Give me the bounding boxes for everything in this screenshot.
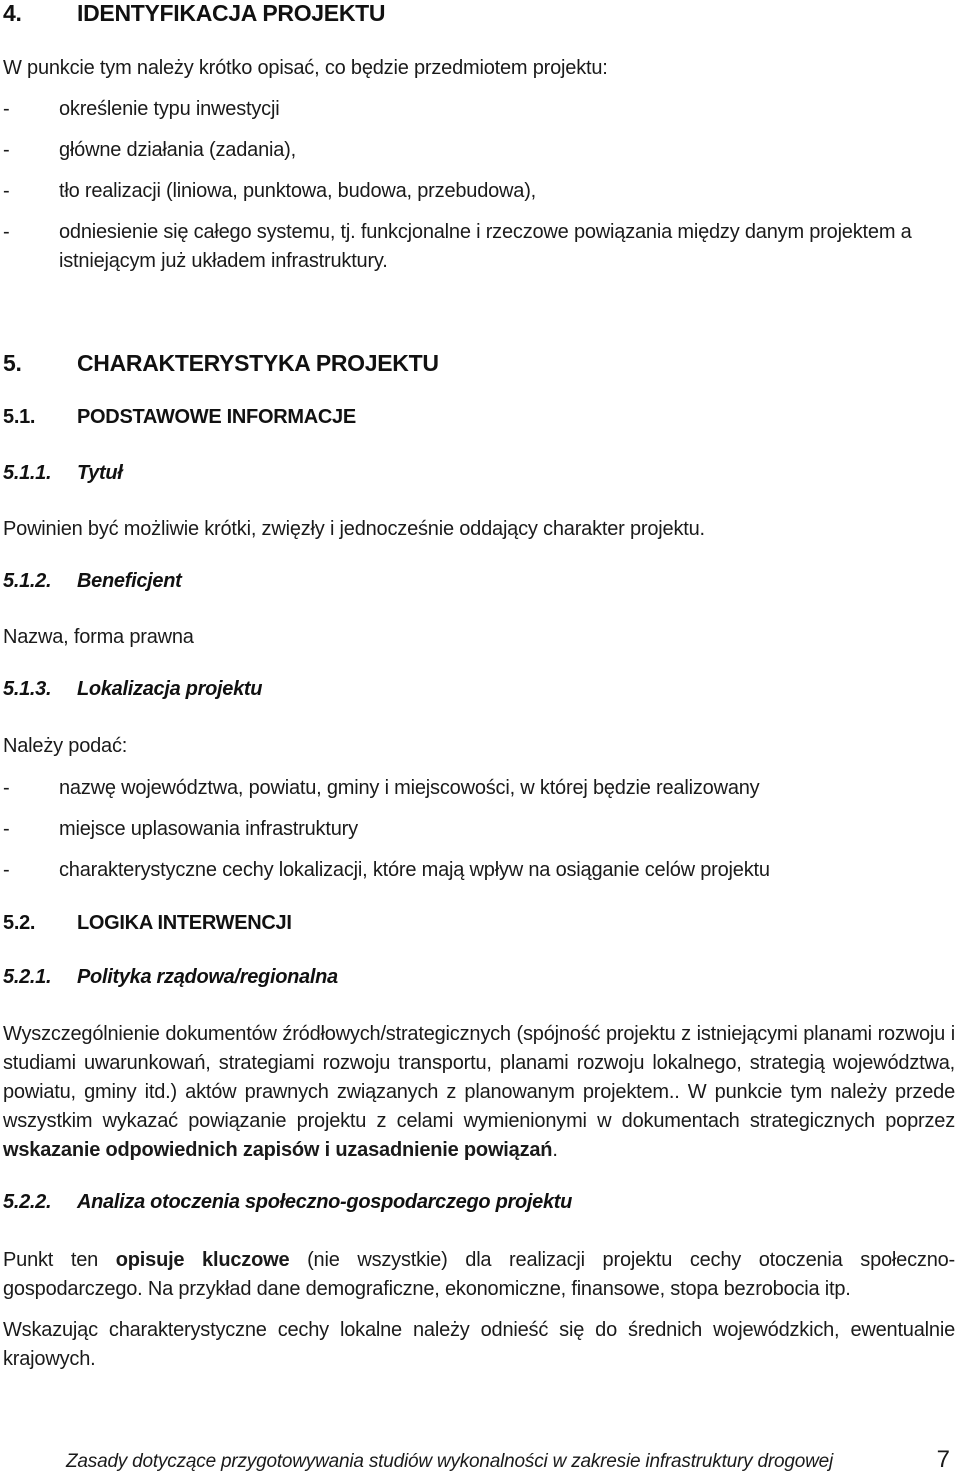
section-number: 5.1.2.: [3, 570, 52, 592]
subsection-5-2-2-heading: [3, 1191, 955, 1214]
section-title: Tytuł: [77, 462, 123, 484]
dash-bullet: -: [3, 139, 10, 161]
paragraph: W punkcie tym należy krótko opisać, co będzie przedmiotem projektu:: [3, 57, 608, 79]
list-item: [3, 136, 955, 165]
paragraph: Nazwa, forma prawna: [3, 626, 194, 648]
subsection-5-1-1-heading: [3, 462, 955, 485]
section-title: Polityka rządowa/regionalna: [77, 966, 338, 988]
dash-bullet: -: [3, 180, 10, 202]
list-item: [3, 774, 955, 803]
page-footer: [66, 1446, 950, 1474]
list-item-text: określenie typu inwestycji: [59, 98, 280, 120]
paragraph-text: Wyszczególnienie dokumentów źródłowych/strategicznych (spójność projektu z istniejącymi planami rozwoju i studiami uwarunkowań, strategiami rozwoju transportu, planami rozwoju lokalnego, strategią województwa, powiatu, gminy itd.) aktów prawnych związanych z planowanym projektem.. W punkcie tym należy przede wszystkim wykazać powiązanie projektu z celami wymienionymi w dokumentach strategicznych poprzez: [3, 1023, 955, 1132]
section-title: Analiza otoczenia społeczno-gospodarczego projektu: [77, 1191, 573, 1213]
list-item-text: główne działania (zadania),: [59, 139, 296, 161]
list-item-text: nazwę województwa, powiatu, gminy i miejscowości, w której będzie realizowany: [59, 777, 760, 799]
subsection-5-2-1-heading: [3, 966, 955, 989]
section-number: 4.: [3, 0, 22, 26]
subsection-5-1-2-body: [3, 623, 955, 652]
footer-text: Zasady dotyczące przygotowywania studiów wykonalności w zakresie infrastruktury drogowej: [66, 1451, 834, 1472]
dash-bullet: -: [3, 859, 10, 881]
paragraph-emphasis: opisuje kluczowe: [115, 1249, 290, 1271]
paragraph: Należy podać:: [3, 735, 128, 757]
section-4: [3, 0, 955, 27]
subsection-5-2-2-body: [3, 1246, 955, 1374]
section-4-body: [3, 54, 955, 276]
section-number: 5.1.: [3, 406, 36, 428]
dash-bullet: -: [3, 777, 10, 799]
list-item-text: odniesienie się całego systemu, tj. funkcjonalne i rzeczowe powiązania między danym projektem a istniejącym już układem infrastruktury.: [59, 221, 912, 272]
paragraph: [3, 1020, 955, 1165]
paragraph-text: Punkt ten: [3, 1249, 116, 1271]
section-title: LOGIKA INTERWENCJI: [77, 912, 292, 934]
list-item: [3, 177, 955, 206]
page-number: 7: [936, 1446, 950, 1473]
list-item: [3, 95, 955, 124]
bullet-list: [3, 95, 955, 276]
list-item-text: charakterystyczne cechy lokalizacji, które mają wpływ na osiąganie celów projektu: [59, 859, 770, 881]
section-number: 5.2.: [3, 912, 36, 934]
paragraph-text: (nie wszystkie) dla realizacji projektu cechy otoczenia społeczno-gospodarczego. Na przykład dane demograficzne, ekonomiczne, finansowe, stopa bezrobocia itp.: [3, 1249, 955, 1300]
section-number: 5.1.3.: [3, 678, 52, 700]
list-item: [3, 856, 955, 885]
section-number: 5.2.2.: [3, 1191, 52, 1213]
section-5-heading: [3, 350, 955, 377]
list-item: [3, 815, 955, 844]
bullet-list: [3, 774, 955, 885]
section-number: 5.1.1.: [3, 462, 52, 484]
list-item-text: tło realizacji (liniowa, punktowa, budowa, przebudowa),: [59, 180, 537, 202]
dash-bullet: -: [3, 98, 10, 120]
paragraph-emphasis: wskazanie odpowiednich zapisów i uzasadnienie powiązań: [3, 1139, 553, 1161]
subsection-5-1-2-heading: [3, 570, 955, 593]
subsection-5-1-1-body: [3, 515, 955, 544]
subsection-5-2-heading: [3, 912, 955, 935]
paragraph: Wskazując charakterystyczne cechy lokalne należy odnieść się do średnich wojewódzkich, ewentualnie krajowych.: [3, 1319, 955, 1370]
section-number: 5.2.1.: [3, 966, 52, 988]
section-title: IDENTYFIKACJA PROJEKTU: [77, 0, 386, 26]
subsection-5-1-3-body: [3, 732, 955, 885]
section-title: Lokalizacja projektu: [77, 678, 263, 700]
paragraph: [3, 1246, 955, 1304]
section-title: Beneficjent: [77, 570, 182, 592]
dash-bullet: -: [3, 818, 10, 840]
section-number: 5.: [3, 350, 22, 376]
subsection-5-1-3-heading: [3, 678, 955, 701]
subsection-5-2-1-body: [3, 1020, 955, 1165]
dash-bullet: -: [3, 221, 10, 243]
subsection-5-1-heading: [3, 406, 955, 429]
section-title: CHARAKTERYSTYKA PROJEKTU: [77, 350, 439, 376]
paragraph: Powinien być możliwie krótki, zwięzły i jednocześnie oddający charakter projektu.: [3, 518, 705, 540]
section-heading: [3, 0, 955, 27]
section-title: PODSTAWOWE INFORMACJE: [77, 406, 356, 428]
list-item: [3, 218, 955, 276]
paragraph-text: .: [552, 1139, 558, 1161]
list-item-text: miejsce uplasowania infrastruktury: [59, 818, 358, 840]
